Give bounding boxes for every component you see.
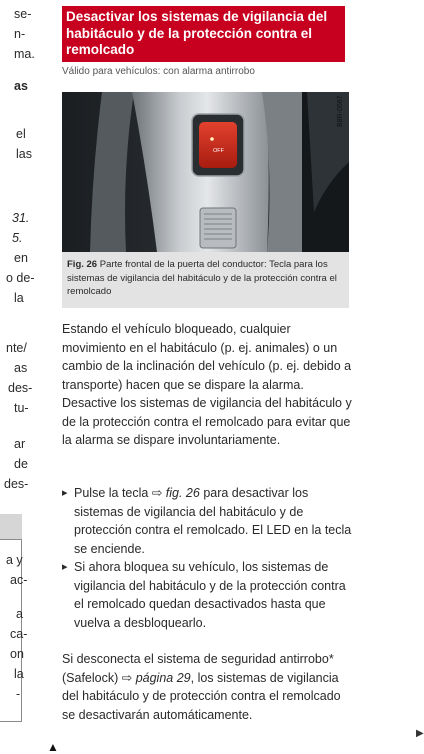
clipped-text-fragment: 5. <box>12 231 23 245</box>
clipped-text-fragment: ac- <box>10 573 28 587</box>
up-arrow-icon[interactable]: ▲ <box>47 740 59 754</box>
section-title: Desactivar los sistemas de vigilancia del habitáculo y de la protección contra el remolcado <box>66 9 328 57</box>
figure-caption-label: Fig. 26 <box>67 259 98 270</box>
figure-door-panel <box>62 92 349 252</box>
clipped-text-fragment: de <box>14 457 28 471</box>
next-page-icon[interactable]: ▶ <box>416 728 424 739</box>
clipped-text-fragment: des- <box>8 381 33 395</box>
clipped-text-fragment: la <box>14 291 24 305</box>
intro-paragraph: Estando el vehículo bloqueado, cualquier movimiento en el habitáculo (p. ej. animales) o un cambio de la inclinación del vehículo (p. ej. debido a transporte) hacen que se dispare la alarma. Desactive los sistemas de vigilancia del habitáculo y de la protección contra el remolcado para evitar que la alarma se dispare involuntariamente. <box>62 322 352 447</box>
clipped-text-fragment: 31. <box>12 211 30 225</box>
clipped-text-fragment: ma. <box>14 47 35 61</box>
instruction-item <box>62 484 352 558</box>
clipped-text-fragment: a <box>16 607 23 621</box>
clipped-text-fragment: se- <box>14 7 32 21</box>
safelock-paragraph <box>62 650 352 724</box>
clipped-text-fragment: des- <box>4 477 29 491</box>
section-header <box>62 6 345 62</box>
clipped-text-fragment: ar <box>14 437 26 451</box>
clipped-text-fragment: en <box>14 251 28 265</box>
safelock-text-cont: , los sistemas de vigilancia del habitáculo y de protección contra el remolcado se desactivarán automáticamente. <box>62 670 341 722</box>
clipped-text-fragment: a y <box>6 553 23 567</box>
page-link[interactable]: página 29 <box>135 670 191 685</box>
clipped-text-fragment: as <box>14 79 28 93</box>
validity-note: Válido para vehículos: con alarma antirrobo <box>62 66 255 77</box>
clipped-text-fragment: las <box>16 147 32 161</box>
clipped-text-fragment: nte/ <box>6 341 27 355</box>
clipped-text-fragment: tu- <box>14 401 29 415</box>
main-column <box>62 0 424 750</box>
door-panel-illustration <box>62 92 349 252</box>
note-box-header-clipped <box>0 514 22 540</box>
clipped-text-fragment: on <box>10 647 24 661</box>
clipped-text-fragment: el <box>16 127 26 141</box>
clipped-text-fragment: o de- <box>6 271 35 285</box>
figure-caption-text: Parte frontal de la puerta del conductor: Tecla para los sistemas de vigilancia del habitáculo y de la protección contra el remolcado <box>67 259 337 297</box>
safelock-text: Si desconecta el sistema de seguridad antirrobo* (Safelock) ⇨ <box>62 652 334 685</box>
figure-link[interactable]: fig. 26 <box>165 486 200 500</box>
button-off-label: OFF <box>213 148 224 154</box>
clipped-text-fragment: as <box>14 361 28 375</box>
figure-caption-box <box>62 252 349 308</box>
figure-code: B8R-0567 <box>337 95 344 127</box>
left-column-clipped <box>0 0 52 750</box>
instruction-item <box>62 558 352 632</box>
instruction-text: Pulse la tecla ⇨ <box>74 486 166 500</box>
clipped-text-fragment: ca- <box>10 627 28 641</box>
instruction-list <box>62 484 352 632</box>
clipped-text-fragment: - <box>16 687 21 701</box>
figure-caption <box>67 258 344 299</box>
clipped-text-fragment: n- <box>14 27 26 41</box>
clipped-text-fragment: la <box>14 667 24 681</box>
instruction-text-cont: para desactivar los sistemas de vigilancia del habitáculo y de protección contra el remolcado. El LED en la tecla se enciende. <box>74 486 352 556</box>
instruction-text: Si ahora bloquea su vehículo, los sistemas de vigilancia del habitáculo y de la protección contra el remolcado quedan desactivados hasta que vuelva a desbloquearlo. <box>74 560 346 630</box>
